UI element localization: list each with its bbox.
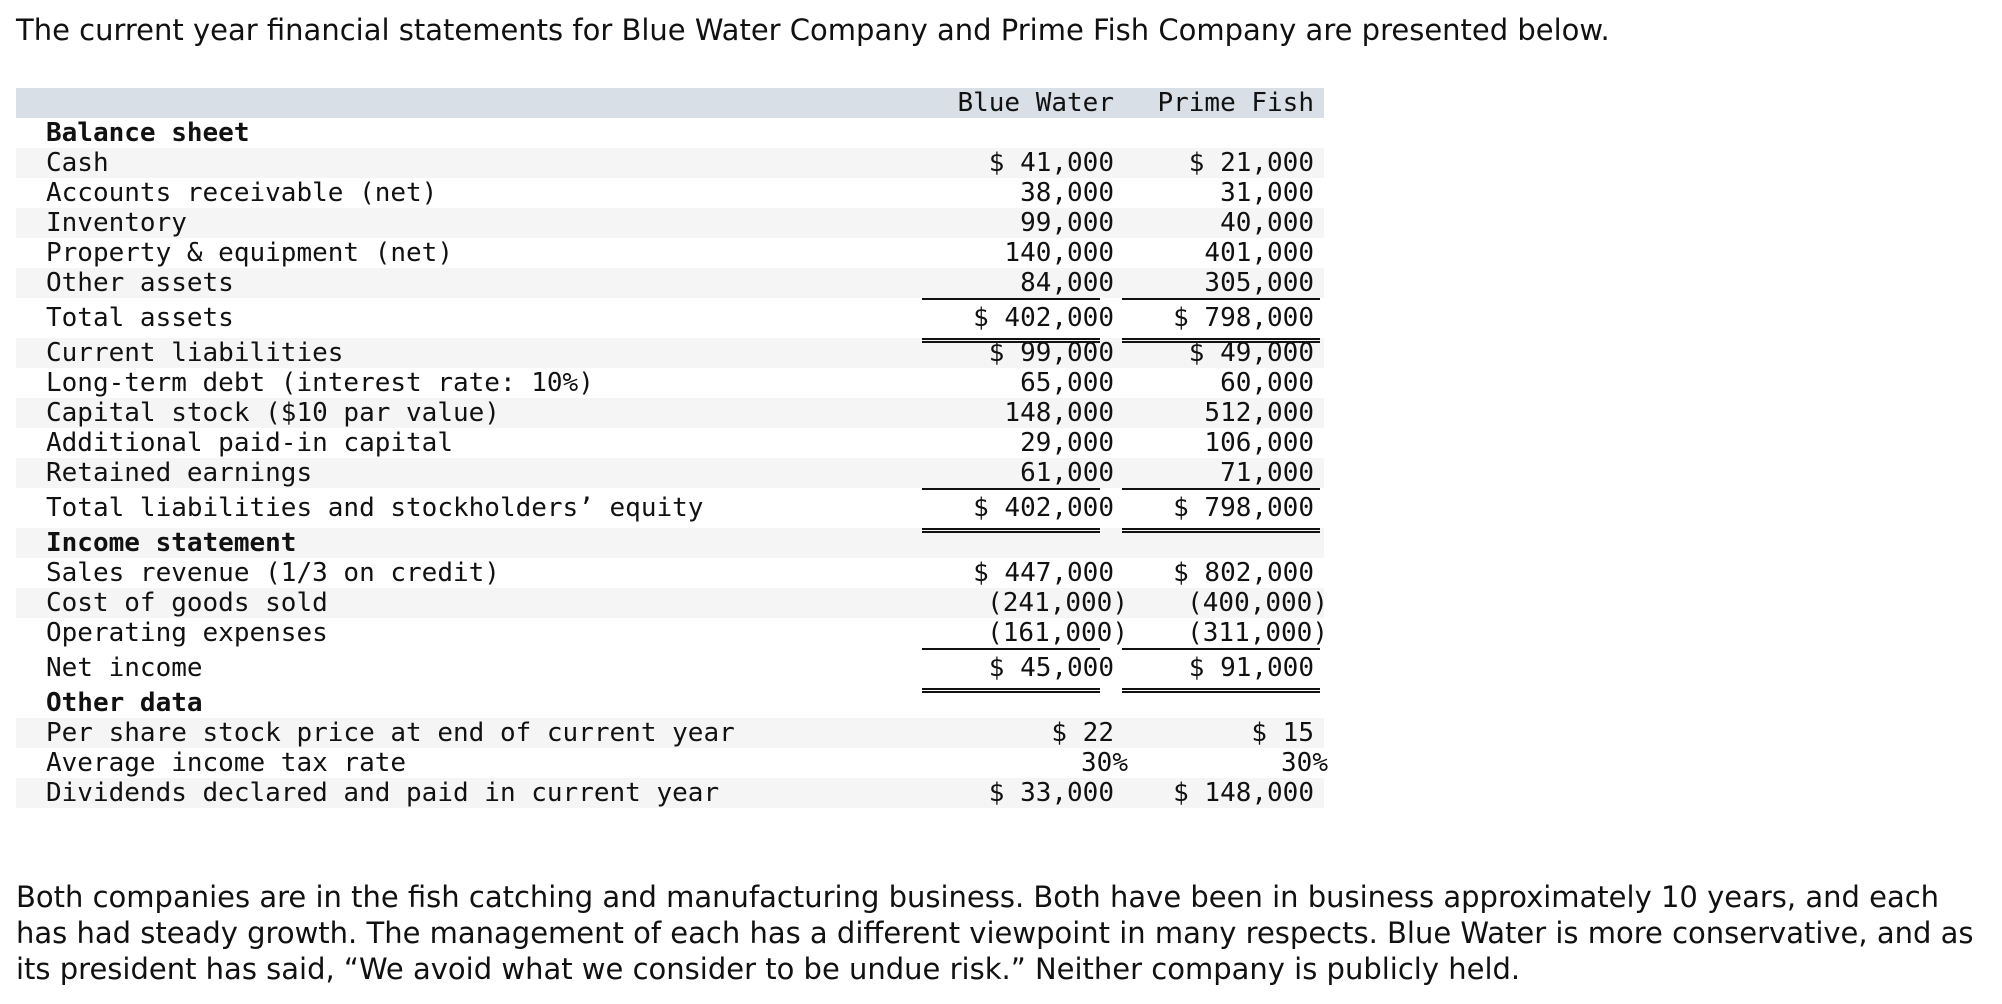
column-header-prime-fish: Prime Fish — [1157, 88, 1314, 118]
column-header-row — [16, 88, 1324, 118]
blue-water-value: $ 99,000 — [988, 338, 1114, 368]
blue-water-value: 38,000 — [1020, 178, 1114, 208]
prime-fish-value: 60,000 — [1220, 368, 1314, 398]
row-label: Cash — [46, 148, 109, 178]
blue-water-value: $ 402,000 — [973, 303, 1114, 333]
blue-water-value: $ 22 — [1051, 718, 1114, 748]
prime-fish-value: 31,000 — [1220, 178, 1314, 208]
outro-text: Both companies are in the fish catching and manufacturing business. Both have been in business approximately 10 years, and each has had steady growth. The management of each has a different viewpoint in many respects. Blue Water is more conservative, and as its president has said, “We avoid what we consider to be undue risk.” Neither company is publicly held. — [16, 880, 1974, 986]
prime-fish-value: (311,000) — [1187, 618, 1328, 648]
table-row — [16, 558, 1324, 588]
intro-text: The current year financial statements for Blue Water Company and Prime Fish Company are presented below. — [16, 13, 1610, 47]
table-row — [16, 178, 1324, 208]
table-row — [16, 398, 1324, 428]
total-row — [16, 648, 1324, 688]
blue-water-value: (161,000) — [987, 618, 1128, 648]
table-row — [16, 718, 1324, 748]
table-row — [16, 778, 1324, 808]
row-label: Net income — [46, 653, 203, 683]
blue-water-value: 140,000 — [1004, 238, 1114, 268]
blue-water-value: $ 45,000 — [988, 653, 1114, 683]
table-row — [16, 268, 1324, 298]
row-label: Other assets — [46, 268, 234, 298]
prime-fish-value: $ 91,000 — [1188, 653, 1314, 683]
prime-fish-value: 40,000 — [1220, 208, 1314, 238]
prime-fish-value: $ 798,000 — [1173, 493, 1314, 523]
section-heading-row — [16, 688, 1324, 718]
prime-fish-value: $ 148,000 — [1173, 778, 1314, 808]
prime-fish-value: $ 15 — [1251, 718, 1314, 748]
row-label: Operating expenses — [46, 618, 328, 648]
blue-water-value: $ 33,000 — [988, 778, 1114, 808]
total-row — [16, 488, 1324, 528]
prime-fish-value: 106,000 — [1204, 428, 1314, 458]
row-label: Inventory — [46, 208, 187, 238]
financial-statements-table — [16, 88, 1328, 808]
table-row — [16, 588, 1328, 618]
row-label: Accounts receivable (net) — [46, 178, 438, 208]
table-row — [16, 748, 1328, 778]
table-row — [16, 338, 1324, 368]
table-row — [16, 208, 1324, 238]
balance-sheet-heading: Balance sheet — [46, 118, 250, 148]
prime-fish-value: 30% — [1281, 748, 1328, 778]
double-underline-rule — [922, 688, 1100, 718]
row-label: Sales revenue (1/3 on credit) — [46, 558, 500, 588]
row-label: Cost of goods sold — [46, 588, 328, 618]
prime-fish-value: (400,000) — [1187, 588, 1328, 618]
blue-water-value: 30% — [1081, 748, 1128, 778]
row-label: Current liabilities — [46, 338, 344, 368]
blue-water-value: 84,000 — [1020, 268, 1114, 298]
blue-water-value: 99,000 — [1020, 208, 1114, 238]
row-label: Property & equipment (net) — [46, 238, 453, 268]
income-statement-heading: Income statement — [46, 528, 297, 558]
row-label: Total liabilities and stockholders’ equity — [46, 493, 704, 523]
table-row — [16, 428, 1324, 458]
prime-fish-value: $ 21,000 — [1188, 148, 1314, 178]
row-label: Average income tax rate — [46, 748, 407, 778]
double-underline-rule — [1122, 688, 1320, 718]
prime-fish-value: $ 49,000 — [1188, 338, 1314, 368]
column-header-blue-water: Blue Water — [957, 88, 1114, 118]
table-row — [16, 148, 1324, 178]
row-label: Total assets — [46, 303, 234, 333]
prime-fish-value: $ 802,000 — [1173, 558, 1314, 588]
prime-fish-value: 305,000 — [1204, 268, 1314, 298]
blue-water-value: 65,000 — [1020, 368, 1114, 398]
total-row — [16, 298, 1324, 338]
double-underline-rule — [1122, 528, 1320, 558]
prime-fish-value: 512,000 — [1204, 398, 1314, 428]
table-row — [16, 238, 1324, 268]
prime-fish-value: 401,000 — [1204, 238, 1314, 268]
section-heading-row — [16, 528, 1324, 558]
prime-fish-value: 71,000 — [1220, 458, 1314, 488]
section-heading-row — [16, 118, 1324, 148]
row-label: Capital stock ($10 par value) — [46, 398, 500, 428]
blue-water-value: 29,000 — [1020, 428, 1114, 458]
blue-water-value: $ 41,000 — [988, 148, 1114, 178]
table-row — [16, 368, 1324, 398]
blue-water-value: (241,000) — [987, 588, 1128, 618]
other-data-heading: Other data — [46, 688, 203, 718]
prime-fish-value: $ 798,000 — [1173, 303, 1314, 333]
blue-water-value: 61,000 — [1020, 458, 1114, 488]
row-label: Dividends declared and paid in current year — [46, 778, 720, 808]
double-underline-rule — [922, 528, 1100, 558]
table-row — [16, 618, 1328, 648]
row-label: Additional paid-in capital — [46, 428, 453, 458]
blue-water-value: 148,000 — [1004, 398, 1114, 428]
blue-water-value: $ 402,000 — [973, 493, 1114, 523]
blue-water-value: $ 447,000 — [973, 558, 1114, 588]
table-row — [16, 458, 1324, 488]
row-label: Per share stock price at end of current year — [46, 718, 735, 748]
row-label: Retained earnings — [46, 458, 313, 488]
row-label: Long-term debt (interest rate: 10%) — [46, 368, 594, 398]
